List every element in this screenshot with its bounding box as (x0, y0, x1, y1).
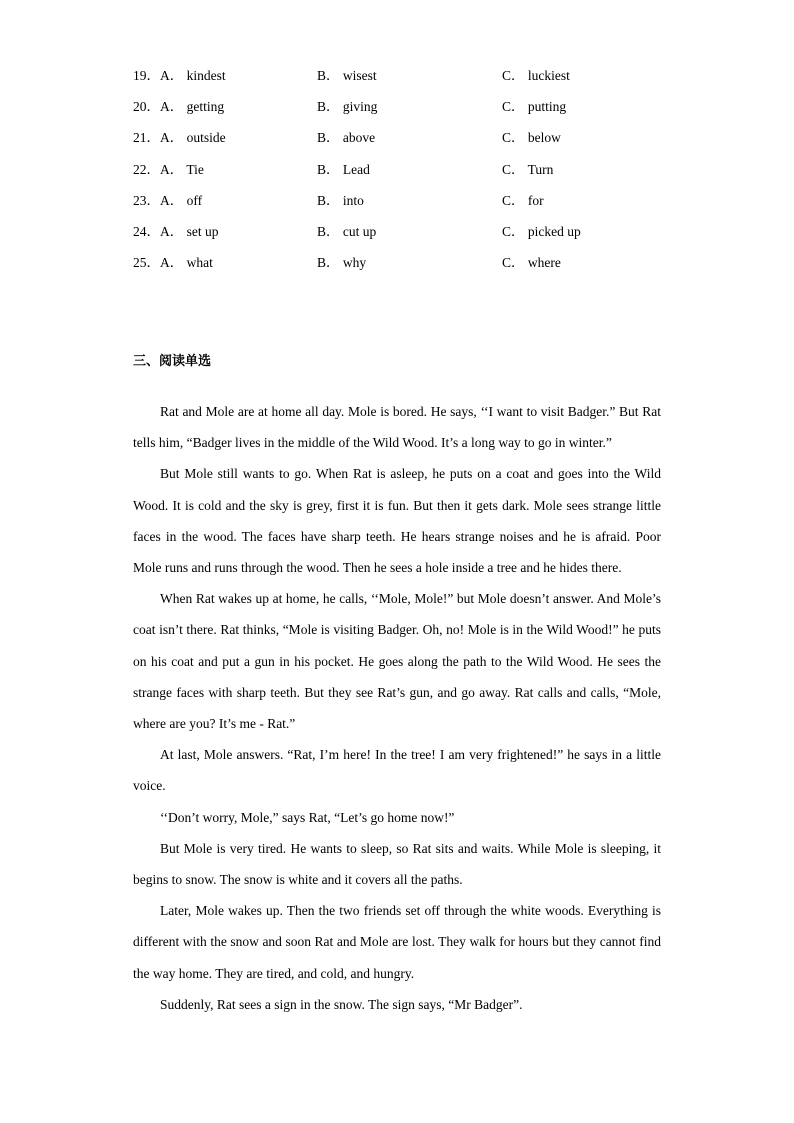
option-c: C． for (502, 192, 544, 208)
question-number: 25． (133, 255, 160, 271)
option-c: C． where (502, 255, 561, 271)
question-number: 23． (133, 192, 160, 208)
option-a: A． kindest (160, 68, 226, 83)
option-b: B． giving (317, 99, 378, 115)
option-b: B． why (317, 255, 367, 271)
option-b: B． above (317, 130, 376, 146)
reading-passage (133, 396, 661, 1020)
option-b: B． into (317, 192, 364, 208)
option-a: A． getting (160, 99, 225, 115)
question-row-22 (133, 158, 693, 189)
option-b: B． wisest (317, 68, 377, 83)
question-number: 19． (133, 68, 160, 83)
option-c: C． picked up (502, 223, 581, 239)
option-a: A． set up (160, 223, 219, 239)
passage-paragraph: Suddenly, Rat sees a sign in the snow. The sign says, “Mr Badger”. (160, 996, 523, 1012)
passage-paragraph: When Rat wakes up at home, he calls, ‘‘Mole, Mole!” but Mole doesn’t answer. And Mole’s coat isn’t there. Rat thinks, “Mole is visiting Badger. Oh, no! Mole is in the Wild Wood!” he puts on his coat and put a gun in his pocket. He goes along the path to the Wild Wood. He sees the strange faces with sharp teeth. But they see Rat’s gun, and go away. Rat calls and calls, “Mole, where are you? It’s me - Rat.” (133, 591, 661, 732)
passage-paragraph: Later, Mole wakes up. Then the two friends set off through the white woods. Everything is different with the snow and soon Rat and Mole are lost. They walk for hours but they cannot find the way home. They are tired, and cold, and hungry. (133, 903, 661, 981)
option-c: C． putting (502, 99, 567, 115)
question-number: 24． (133, 223, 160, 239)
question-row-25 (133, 251, 693, 282)
passage-paragraph: ‘‘Don’t worry, Mole,” says Rat, “Let’s go home now!” (160, 809, 455, 825)
option-a: A． Tie (160, 161, 204, 177)
passage-paragraph: But Mole is very tired. He wants to sleep, so Rat sits and waits. While Mole is sleeping, it begins to snow. The snow is white and it covers all the paths. (133, 840, 661, 888)
question-row-23 (133, 189, 693, 220)
option-a: A． off (160, 192, 203, 208)
question-number: 21． (133, 130, 160, 146)
answer-options-list (133, 64, 693, 282)
passage-paragraph: But Mole still wants to go. When Rat is asleep, he puts on a coat and goes into the Wild Wood. It is cold and the sky is grey, first it is fun. But then it gets dark. Mole sees strange little faces in the wood. The faces have sharp teeth. He hears strange noises and he is afraid. Poor Mole runs and runs through the wood. Then he sees a hole inside a tree and he hides there. (133, 466, 661, 576)
section-heading: 三、阅读单选 (133, 354, 212, 369)
question-number: 20． (133, 99, 160, 115)
question-row-19 (133, 64, 693, 95)
option-a: A． outside (160, 130, 226, 146)
option-b: B． Lead (317, 161, 370, 177)
question-number: 22． (133, 161, 160, 177)
question-row-20 (133, 95, 693, 126)
option-a: A． what (160, 255, 213, 271)
option-c: C． luckiest (502, 68, 570, 83)
question-row-24 (133, 220, 693, 251)
option-b: B． cut up (317, 223, 377, 239)
option-c: C． below (502, 130, 561, 146)
passage-paragraph: At last, Mole answers. “Rat, I’m here! In the tree! I am very frightened!” he says in a little voice. (133, 747, 661, 794)
passage-paragraph: Rat and Mole are at home all day. Mole is bored. He says, ‘‘I want to visit Badger.” But Rat tells him, “Badger lives in the middle of the Wild Wood. It’s a long way to go in winter.” (133, 404, 661, 451)
option-c: C． Turn (502, 161, 554, 177)
question-row-21 (133, 126, 693, 157)
